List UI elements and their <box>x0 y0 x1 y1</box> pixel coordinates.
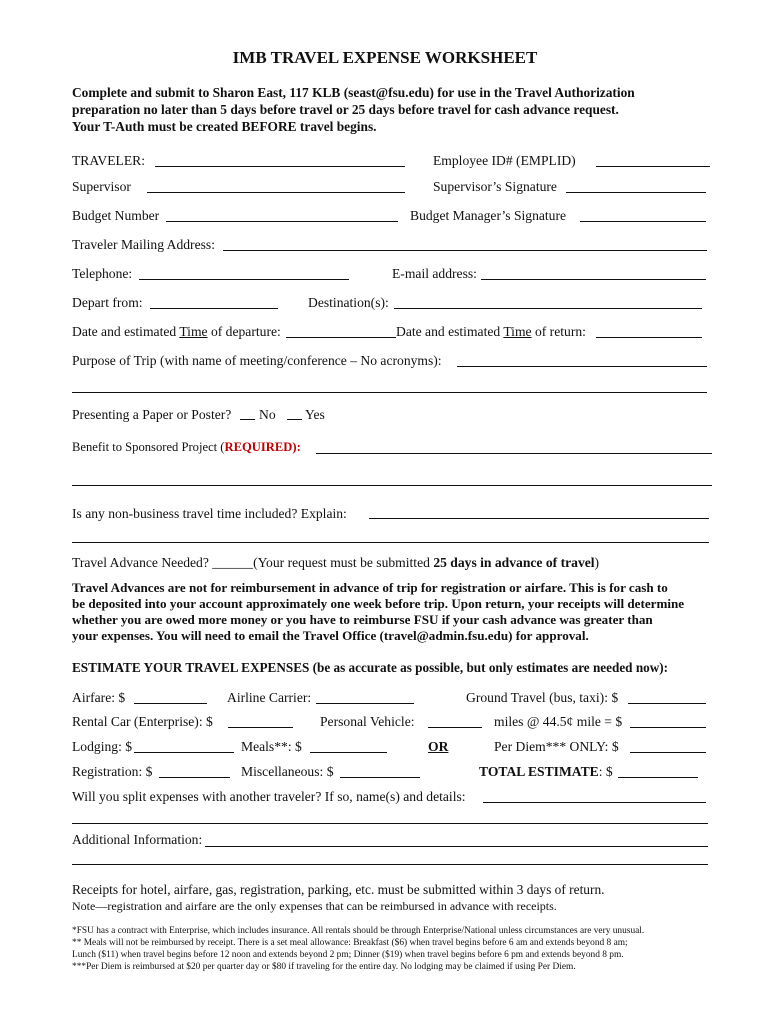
additional-info-field-line2[interactable] <box>72 864 708 865</box>
presenting-no-blank[interactable] <box>240 419 255 420</box>
page-title: IMB TRAVEL EXPENSE WORKSHEET <box>232 48 538 67</box>
depart-from-field[interactable] <box>150 308 278 309</box>
supervisor-field[interactable] <box>147 192 405 193</box>
purpose-field[interactable] <box>457 366 707 367</box>
benefit-label <box>72 440 301 455</box>
estimate-heading: ESTIMATE YOUR TRAVEL EXPENSES (be as accurate as possible, but only estimates are needed now): <box>72 660 669 675</box>
advance-needed-text: Travel Advance Needed? ______(Your request must be submitted <box>72 555 434 570</box>
total-estimate-suffix: : $ <box>598 764 613 779</box>
additional-info-field[interactable] <box>205 846 708 847</box>
personal-vehicle-label: Personal Vehicle: <box>320 714 415 729</box>
miles-field[interactable] <box>630 727 706 728</box>
benefit-label-end: ): <box>292 440 301 454</box>
employee-id-label: Employee ID# (EMPLID) <box>433 153 576 168</box>
telephone-field[interactable] <box>139 279 349 280</box>
lodging-field[interactable] <box>134 752 234 753</box>
presenting-label: Presenting a Paper or Poster? <box>72 407 232 422</box>
departure-label <box>72 324 281 340</box>
budget-manager-signature-field[interactable] <box>580 221 706 222</box>
telephone-label: Telephone: <box>72 266 133 281</box>
benefit-field-line2[interactable] <box>72 485 712 486</box>
total-estimate-bold: TOTAL ESTIMATE <box>479 764 599 779</box>
required-tag: REQUIRED <box>224 440 293 454</box>
airline-label: Airline Carrier: <box>227 690 312 705</box>
advance-paragraph <box>72 580 722 644</box>
supervisor-label: Supervisor <box>72 179 131 194</box>
advance-needed-label <box>72 555 599 571</box>
purpose-field-line2[interactable] <box>72 392 707 393</box>
purpose-label: Purpose of Trip (with name of meeting/conference – No acronyms): <box>72 353 442 368</box>
mailing-address-label: Traveler Mailing Address: <box>72 237 215 252</box>
registration-label: Registration: $ <box>72 764 153 779</box>
destinations-field[interactable] <box>394 308 702 309</box>
departure-label-suffix: of departure: <box>207 324 281 339</box>
rental-car-field[interactable] <box>228 727 293 728</box>
intro-line: Complete and submit to Sharon East, 117 KLB (seast@fsu.edu) for use in the Travel Authorization <box>72 85 635 100</box>
lodging-label: Lodging: $ <box>72 739 133 754</box>
footnote-meals-cont: Lunch ($11) when travel begins before 12 noon and extends beyond 2 pm; Dinner ($19) when travel begins before 6 pm and extends beyond 8 pm. <box>72 950 624 960</box>
return-label-suffix: of return: <box>531 324 586 339</box>
return-label-prefix: Date and estimated <box>396 324 504 339</box>
intro-instructions <box>72 84 732 135</box>
supervisor-signature-field[interactable] <box>566 192 706 193</box>
departure-label-prefix: Date and estimated <box>72 324 180 339</box>
benefit-field[interactable] <box>316 453 712 454</box>
email-label: E-mail address: <box>392 266 477 281</box>
total-estimate-label <box>479 764 613 780</box>
meals-field[interactable] <box>310 752 387 753</box>
non-business-field-line2[interactable] <box>72 542 709 543</box>
return-time-word: Time <box>503 324 532 339</box>
destinations-label: Destination(s): <box>308 295 389 310</box>
footnote-enterprise: *FSU has a contract with Enterprise, which includes insurance. All rentals should be through Enterprise/National unless circumstances are very unusual. <box>72 926 645 936</box>
split-expenses-field[interactable] <box>483 802 706 803</box>
footnote-meals: ** Meals will not be reimbursed by receipt. There is a set meal allowance: Breakfast ($6) when travel begins before 6 am and extends beyond 8 am; <box>72 938 628 948</box>
meals-label: Meals**: $ <box>241 739 302 754</box>
receipts-note: Note—registration and airfare are the only expenses that can be reimbursed in advance with receipts. <box>72 899 557 913</box>
traveler-field[interactable] <box>155 166 405 167</box>
or-label: OR <box>428 739 449 754</box>
non-business-field[interactable] <box>369 518 709 519</box>
supervisor-signature-label: Supervisor’s Signature <box>433 179 557 194</box>
mailing-address-field[interactable] <box>223 250 707 251</box>
registration-field[interactable] <box>159 777 230 778</box>
advance-needed-end: ) <box>594 555 600 570</box>
miles-label: miles @ 44.5¢ mile = $ <box>494 714 623 729</box>
advance-deadline: 25 days in advance of travel <box>433 555 595 570</box>
additional-info-label: Additional Information: <box>72 832 203 847</box>
budget-number-label: Budget Number <box>72 208 160 223</box>
miscellaneous-label: Miscellaneous: $ <box>241 764 334 779</box>
advance-paragraph-line: your expenses. You will need to email the Travel Office (travel@admin.fsu.edu) for approval. <box>72 628 589 643</box>
airfare-field[interactable] <box>134 703 207 704</box>
email-field[interactable] <box>481 279 706 280</box>
intro-line: preparation no later than 5 days before travel or 25 days before travel for cash advance request. <box>72 102 619 117</box>
ground-travel-field[interactable] <box>628 703 706 704</box>
split-expenses-field-line2[interactable] <box>72 823 708 824</box>
departure-time-word: Time <box>179 324 208 339</box>
personal-vehicle-field[interactable] <box>428 727 482 728</box>
intro-line: Your T-Auth must be created BEFORE travel begins. <box>72 119 377 134</box>
footnote-per-diem: ***Per Diem is reimbursed at $20 per quarter day or $80 if traveling for the entire day. No lodging may be claimed if using Per Diem. <box>72 962 576 972</box>
budget-number-field[interactable] <box>166 221 398 222</box>
return-field[interactable] <box>596 337 702 338</box>
non-business-label: Is any non-business travel time included? Explain: <box>72 506 347 521</box>
advance-paragraph-line: Travel Advances are not for reimbursement in advance of trip for registration or airfare. This is for cash to <box>72 580 668 595</box>
rental-car-label: Rental Car (Enterprise): $ <box>72 714 213 729</box>
ground-travel-label: Ground Travel (bus, taxi): $ <box>466 690 619 705</box>
traveler-label: TRAVELER: <box>72 153 146 168</box>
airfare-label: Airfare: $ <box>72 690 126 705</box>
per-diem-field[interactable] <box>630 752 706 753</box>
presenting-yes-label: Yes <box>305 407 325 422</box>
receipts-notice: Receipts for hotel, airfare, gas, registration, parking, etc. must be submitted within 3 days of return. <box>72 882 605 897</box>
presenting-no-label: No <box>259 407 276 422</box>
benefit-label-text: Benefit to Sponsored Project ( <box>72 440 225 454</box>
depart-from-label: Depart from: <box>72 295 143 310</box>
departure-field[interactable] <box>286 337 396 338</box>
miscellaneous-field[interactable] <box>340 777 420 778</box>
budget-manager-signature-label: Budget Manager’s Signature <box>410 208 567 223</box>
advance-paragraph-line: whether you are owed more money or you have to reimburse FSU if your cash advance was greater than <box>72 612 653 627</box>
advance-paragraph-line: be deposited into your account approximately one week before trip. Upon return, your receipts will determine <box>72 596 685 611</box>
airline-field[interactable] <box>316 703 414 704</box>
presenting-yes-blank[interactable] <box>287 419 302 420</box>
per-diem-label: Per Diem*** ONLY: $ <box>494 739 619 754</box>
footnotes <box>72 925 722 973</box>
split-expenses-label: Will you split expenses with another traveler? If so, name(s) and details: <box>72 789 466 804</box>
return-label <box>396 324 586 340</box>
total-estimate-field[interactable] <box>618 777 698 778</box>
employee-id-field[interactable] <box>596 166 710 167</box>
